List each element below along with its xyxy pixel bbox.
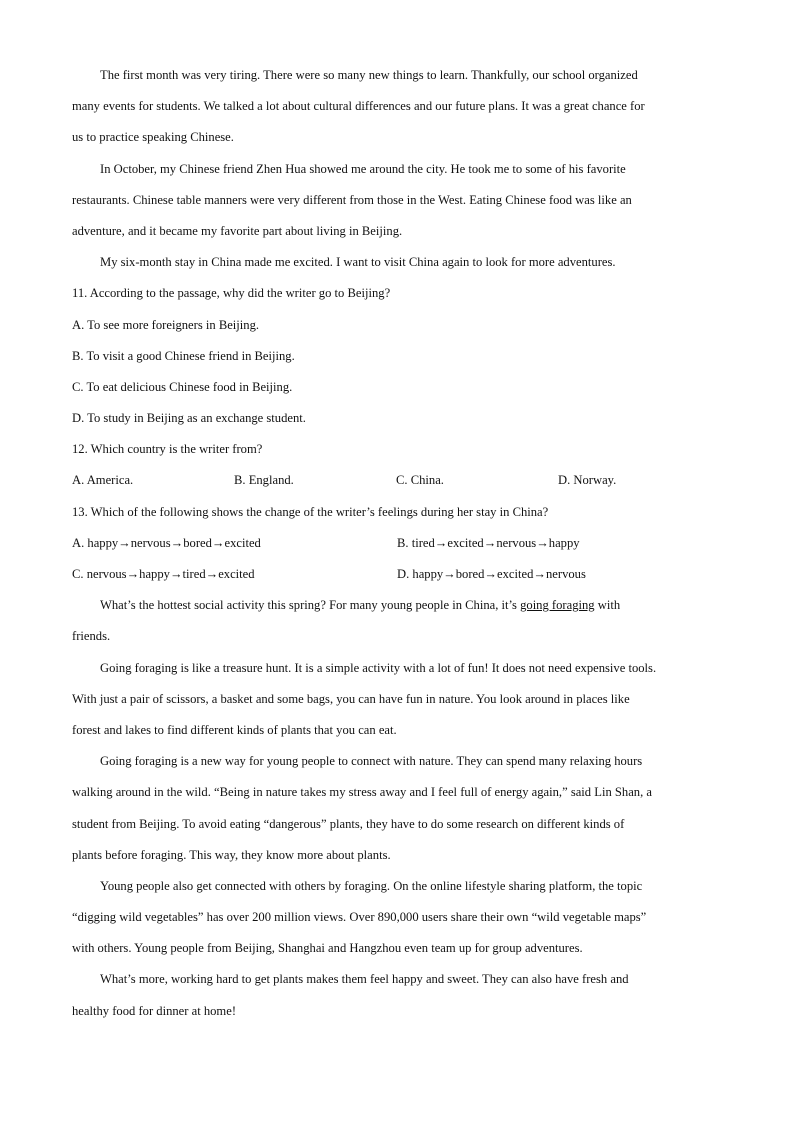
passage2-intro-line2: friends. bbox=[72, 629, 111, 644]
question-12-options bbox=[72, 465, 724, 496]
passage1-p3-line1: My six-month stay in China made me excited. I want to visit China again to look for more adventures. bbox=[100, 255, 616, 270]
question-13-stem: 13. Which of the following shows the change of the writer’s feelings during her stay in China? bbox=[72, 504, 549, 519]
question-12-option-b: B. England. bbox=[234, 473, 294, 488]
passage2-p4-line2: “digging wild vegetables” has over 200 million views. Over 890,000 users share their own “wild vegetable maps” bbox=[72, 910, 647, 925]
question-13-options-row2 bbox=[72, 559, 724, 590]
passage2-p2-line1: Going foraging is like a treasure hunt. It is a simple activity with a lot of fun! It does not need expensive tools. bbox=[100, 660, 657, 675]
question-13-option-d: D. happy→bored→excited→nervous bbox=[397, 567, 586, 581]
passage2-intro-line1 bbox=[72, 590, 724, 621]
question-12-option-c: C. China. bbox=[396, 473, 444, 488]
question-13-option-c: C. nervous→happy→tired→excited bbox=[72, 567, 255, 581]
passage1-p2-line1: In October, my Chinese friend Zhen Hua showed me around the city. He took me to some of his favorite bbox=[100, 161, 626, 176]
intro-text: What’s the hottest social activity this spring? For many young people in China, it’s bbox=[100, 598, 521, 613]
passage1-p1-line1: The first month was very tiring. There were so many new things to learn. Thankfully, our school organized bbox=[100, 68, 638, 82]
question-13-option-a: A. happy→nervous→bored→excited bbox=[72, 535, 261, 550]
intro-text-end: with bbox=[594, 598, 621, 613]
passage2-p5-line2: healthy food for dinner at home! bbox=[72, 1003, 237, 1018]
passage1-p1-line3: us to practice speaking Chinese. bbox=[72, 130, 234, 145]
question-11-option-a: A. To see more foreigners in Beijing. bbox=[72, 317, 260, 332]
question-12-stem: 12. Which country is the writer from? bbox=[72, 442, 263, 457]
question-12-option-d: D. Norway. bbox=[558, 473, 617, 488]
passage2-p2-line2: With just a pair of scissors, a basket and some bags, you can have fun in nature. You look around in places like bbox=[72, 691, 630, 706]
question-13-options-row1 bbox=[72, 528, 724, 559]
question-13-option-b: B. tired→excited→nervous→happy bbox=[397, 535, 580, 550]
passage2-p5-line1: What’s more, working hard to get plants makes them feel happy and sweet. They can also have fresh and bbox=[100, 972, 629, 987]
passage2-p3-line4: plants before foraging. This way, they know more about plants. bbox=[72, 847, 391, 862]
question-11-option-c: C. To eat delicious Chinese food in Beijing. bbox=[72, 379, 293, 394]
passage2-p3-line1: Going foraging is a new way for young people to connect with nature. They can spend many relaxing hours bbox=[100, 754, 643, 769]
passage1-p1-line2: many events for students. We talked a lot about cultural differences and our future plans. It was a great chance for bbox=[72, 99, 645, 114]
document-page bbox=[72, 60, 724, 1027]
question-12-option-a: A. America. bbox=[72, 473, 134, 488]
passage1-p2-line3: adventure, and it became my favorite part about living in Beijing. bbox=[72, 223, 403, 238]
passage2-p4-line1: Young people also get connected with others by foraging. On the online lifestyle sharing platform, the topic bbox=[100, 878, 643, 893]
passage2-p4-line3: with others. Young people from Beijing, Shanghai and Hangzhou even team up for group adventures. bbox=[72, 941, 583, 956]
question-11-stem: 11. According to the passage, why did the writer go to Beijing? bbox=[72, 286, 391, 301]
question-11-option-d: D. To study in Beijing as an exchange student. bbox=[72, 411, 306, 426]
passage2-p3-line3: student from Beijing. To avoid eating “dangerous” plants, they have to do some research on different kinds of bbox=[72, 816, 625, 831]
passage1-p2-line2: restaurants. Chinese table manners were very different from those in the West. Eating Chinese food was like an bbox=[72, 192, 632, 207]
passage2-p2-line3: forest and lakes to find different kinds of plants that you can eat. bbox=[72, 722, 397, 737]
underlined-phrase: going foraging bbox=[520, 598, 595, 613]
passage2-p3-line2: walking around in the wild. “Being in nature takes my stress away and I feel full of energy again,” said Lin Shan, a bbox=[72, 785, 652, 800]
question-11-option-b: B. To visit a good Chinese friend in Beijing. bbox=[72, 348, 295, 363]
